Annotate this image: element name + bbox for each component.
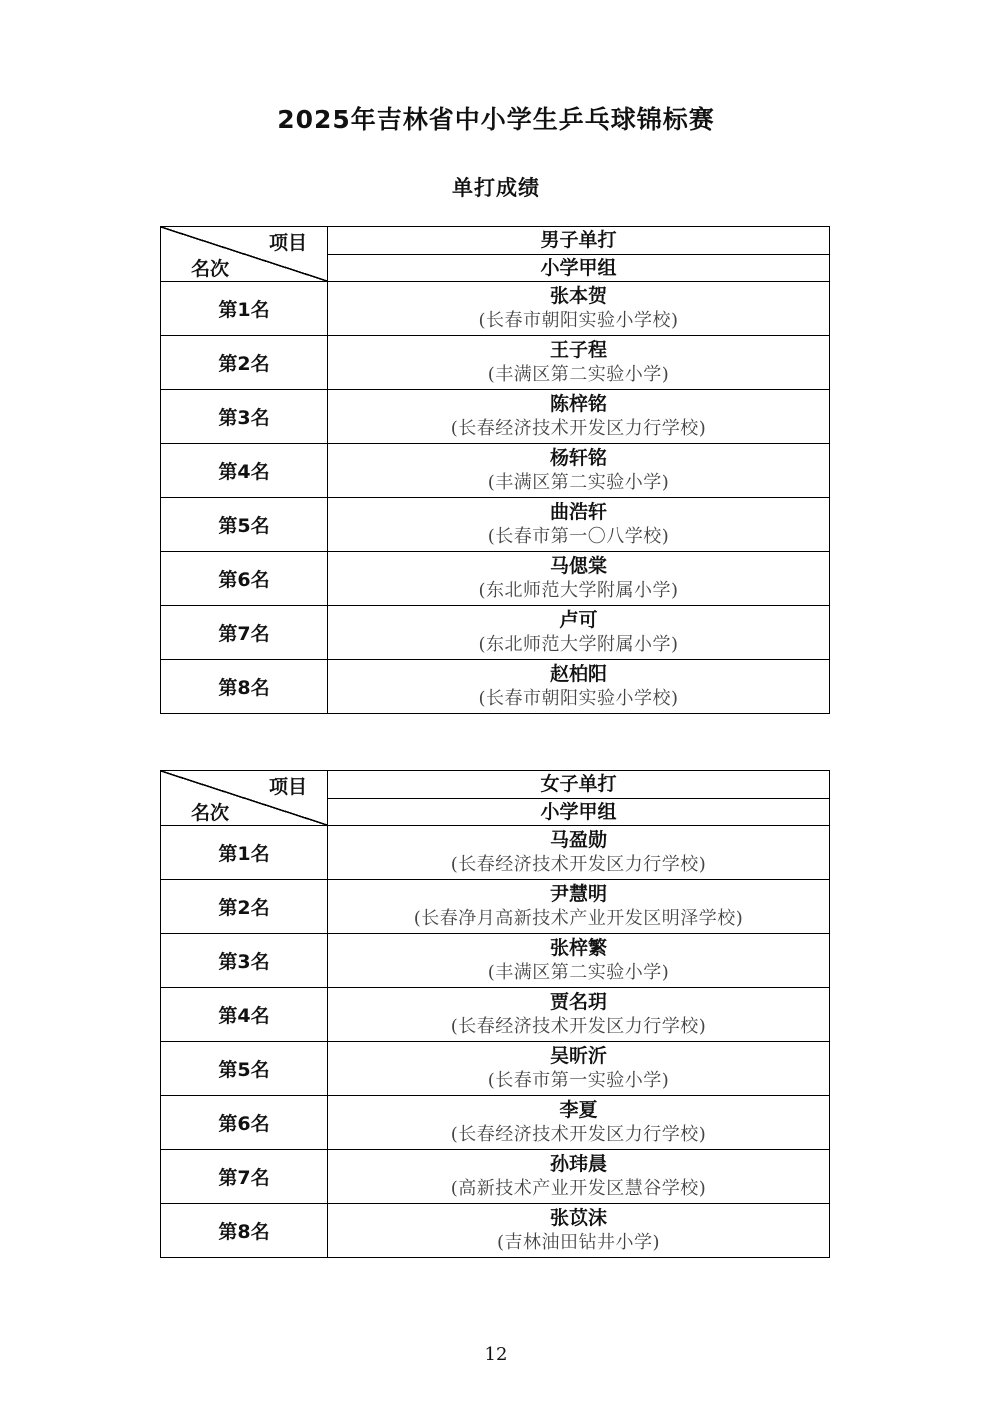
player-name: 贾名玥 bbox=[549, 991, 607, 1013]
table-row bbox=[161, 1096, 830, 1150]
player-school: (长春市第一〇八学校) bbox=[487, 526, 670, 547]
player-school: (高新技术产业开发区慧谷学校) bbox=[450, 1178, 707, 1199]
player-school: (吉林油田钻井小学) bbox=[496, 1232, 661, 1253]
document-title: 2025年吉林省中小学生乒乓球锦标赛 bbox=[277, 105, 715, 134]
player-name: 张本贺 bbox=[549, 285, 607, 307]
player-cell bbox=[328, 390, 830, 444]
table-row bbox=[161, 282, 830, 336]
player-cell bbox=[328, 1204, 830, 1258]
table-row bbox=[161, 606, 830, 660]
rank-cell: 第2名 bbox=[161, 336, 328, 390]
player-school: (东北师范大学附属小学) bbox=[478, 634, 679, 655]
player-name: 尹慧明 bbox=[549, 883, 607, 905]
diagonal-header-cell bbox=[161, 227, 328, 282]
table-row bbox=[161, 1042, 830, 1096]
player-name: 孙玮晨 bbox=[549, 1153, 607, 1175]
header-rank-label: 名次 bbox=[191, 258, 230, 280]
player-cell bbox=[328, 988, 830, 1042]
table-row bbox=[161, 336, 830, 390]
player-cell bbox=[328, 1150, 830, 1204]
player-school: (长春净月高新技术产业开发区明泽学校) bbox=[413, 908, 744, 929]
document-subtitle: 单打成绩 bbox=[452, 176, 540, 200]
rank-cell: 第3名 bbox=[161, 934, 328, 988]
player-name: 曲浩轩 bbox=[549, 501, 607, 523]
player-name: 陈梓铭 bbox=[549, 393, 607, 415]
rank-cell: 第5名 bbox=[161, 498, 328, 552]
player-school: (丰满区第二实验小学) bbox=[487, 962, 670, 983]
player-cell bbox=[328, 1096, 830, 1150]
player-name: 卢可 bbox=[559, 609, 598, 631]
player-school: (长春经济技术开发区力行学校) bbox=[450, 1124, 707, 1145]
womens-singles-table bbox=[160, 770, 830, 1258]
table-row bbox=[161, 552, 830, 606]
player-name: 吴昕沂 bbox=[549, 1045, 607, 1067]
player-cell bbox=[328, 934, 830, 988]
player-name: 马偲棠 bbox=[549, 555, 607, 577]
rank-cell: 第5名 bbox=[161, 1042, 328, 1096]
diagonal-header-cell bbox=[161, 771, 328, 826]
player-school: (长春经济技术开发区力行学校) bbox=[450, 418, 707, 439]
table-row bbox=[161, 1150, 830, 1204]
header-item-label: 项目 bbox=[268, 776, 307, 798]
player-school: (长春市朝阳实验小学校) bbox=[478, 310, 679, 331]
rank-cell: 第6名 bbox=[161, 552, 328, 606]
rank-cell: 第7名 bbox=[161, 1150, 328, 1204]
rank-cell: 第8名 bbox=[161, 1204, 328, 1258]
player-name: 马盈勋 bbox=[549, 829, 607, 851]
player-school: (长春经济技术开发区力行学校) bbox=[450, 854, 707, 875]
player-name: 赵柏阳 bbox=[549, 663, 607, 685]
player-name: 王子程 bbox=[549, 339, 607, 361]
rank-cell: 第3名 bbox=[161, 390, 328, 444]
player-cell bbox=[328, 660, 830, 714]
table-row bbox=[161, 880, 830, 934]
table-row bbox=[161, 988, 830, 1042]
rank-cell: 第1名 bbox=[161, 826, 328, 880]
player-cell bbox=[328, 826, 830, 880]
player-school: (丰满区第二实验小学) bbox=[487, 364, 670, 385]
table-row bbox=[161, 498, 830, 552]
event-name: 男子单打 bbox=[328, 227, 830, 255]
table-header-row bbox=[161, 227, 830, 255]
table-row bbox=[161, 444, 830, 498]
table-row bbox=[161, 390, 830, 444]
event-name: 女子单打 bbox=[328, 771, 830, 799]
rank-cell: 第2名 bbox=[161, 880, 328, 934]
page-number: 12 bbox=[484, 1344, 508, 1365]
player-name: 张梓繁 bbox=[549, 937, 607, 959]
table-header-row bbox=[161, 771, 830, 799]
table-row bbox=[161, 1204, 830, 1258]
player-school: (长春市朝阳实验小学校) bbox=[478, 688, 679, 709]
player-cell bbox=[328, 336, 830, 390]
player-cell bbox=[328, 1042, 830, 1096]
player-name: 李夏 bbox=[559, 1099, 598, 1121]
group-name: 小学甲组 bbox=[328, 254, 830, 282]
rank-cell: 第4名 bbox=[161, 444, 328, 498]
rank-cell: 第7名 bbox=[161, 606, 328, 660]
player-school: (长春市第一实验小学) bbox=[487, 1070, 670, 1091]
player-school: (东北师范大学附属小学) bbox=[478, 580, 679, 601]
rank-cell: 第1名 bbox=[161, 282, 328, 336]
table-row bbox=[161, 934, 830, 988]
player-cell bbox=[328, 880, 830, 934]
group-name: 小学甲组 bbox=[328, 798, 830, 826]
player-cell bbox=[328, 606, 830, 660]
player-school: (丰满区第二实验小学) bbox=[487, 472, 670, 493]
rank-cell: 第6名 bbox=[161, 1096, 328, 1150]
table-row bbox=[161, 826, 830, 880]
player-cell bbox=[328, 444, 830, 498]
player-cell bbox=[328, 282, 830, 336]
header-item-label: 项目 bbox=[268, 232, 307, 254]
player-school: (长春经济技术开发区力行学校) bbox=[450, 1016, 707, 1037]
rank-cell: 第8名 bbox=[161, 660, 328, 714]
player-name: 张苡沫 bbox=[549, 1207, 607, 1229]
header-rank-label: 名次 bbox=[191, 802, 230, 824]
table-row bbox=[161, 660, 830, 714]
player-cell bbox=[328, 552, 830, 606]
player-name: 杨轩铭 bbox=[549, 447, 607, 469]
rank-cell: 第4名 bbox=[161, 988, 328, 1042]
player-cell bbox=[328, 498, 830, 552]
mens-singles-table bbox=[160, 226, 830, 714]
